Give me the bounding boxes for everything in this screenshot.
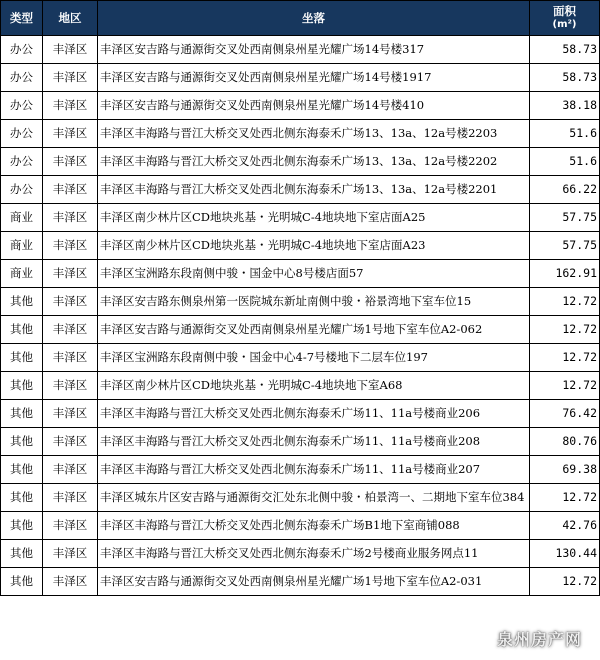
cell-location: 丰泽区宝洲路东段南侧中骏・国金中心4-7号楼地下二层车位197 <box>98 344 530 372</box>
cell-type: 其他 <box>1 288 43 316</box>
cell-location: 丰泽区丰海路与晋江大桥交叉处西北侧东海泰禾广场13、13a、12a号楼2203 <box>98 120 530 148</box>
cell-type: 其他 <box>1 456 43 484</box>
cell-area: 51.6 <box>530 148 600 176</box>
cell-area: 12.72 <box>530 316 600 344</box>
table-row <box>1 568 600 596</box>
cell-type: 商业 <box>1 204 43 232</box>
cell-location: 丰泽区南少林片区CD地块兆基・光明城C-4地块地下室店面A25 <box>98 204 530 232</box>
table-body <box>1 36 600 596</box>
table-row <box>1 148 600 176</box>
cell-area: 80.76 <box>530 428 600 456</box>
cell-location: 丰泽区南少林片区CD地块兆基・光明城C-4地块地下室店面A23 <box>98 232 530 260</box>
cell-location: 丰泽区丰海路与晋江大桥交叉处西北侧东海泰禾广场11、11a号楼商业206 <box>98 400 530 428</box>
cell-district: 丰泽区 <box>43 288 98 316</box>
cell-area: 130.44 <box>530 540 600 568</box>
cell-district: 丰泽区 <box>43 204 98 232</box>
cell-type: 其他 <box>1 428 43 456</box>
cell-district: 丰泽区 <box>43 344 98 372</box>
cell-location: 丰泽区宝洲路东段南侧中骏・国金中心8号楼店面57 <box>98 260 530 288</box>
table-row <box>1 204 600 232</box>
cell-type: 办公 <box>1 148 43 176</box>
cell-district: 丰泽区 <box>43 92 98 120</box>
cell-location: 丰泽区安吉路与通源街交叉处西南侧泉州星光耀广场1号地下室车位A2-062 <box>98 316 530 344</box>
table-row <box>1 288 600 316</box>
cell-district: 丰泽区 <box>43 120 98 148</box>
header-type: 类型 <box>1 1 43 36</box>
cell-location: 丰泽区丰海路与晋江大桥交叉处西北侧东海泰禾广场2号楼商业服务网点11 <box>98 540 530 568</box>
table-row <box>1 484 600 512</box>
watermark: 泉州房产网 <box>496 632 582 649</box>
table-row <box>1 456 600 484</box>
cell-type: 其他 <box>1 484 43 512</box>
cell-district: 丰泽区 <box>43 400 98 428</box>
cell-area: 69.38 <box>530 456 600 484</box>
cell-area: 12.72 <box>530 288 600 316</box>
cell-area: 38.18 <box>530 92 600 120</box>
cell-area: 51.6 <box>530 120 600 148</box>
table-row <box>1 316 600 344</box>
header-area-label: 面积 <box>553 4 576 18</box>
table-row <box>1 540 600 568</box>
cell-location: 丰泽区安吉路与通源街交叉处西南侧泉州星光耀广场1号地下室车位A2-031 <box>98 568 530 596</box>
cell-area: 58.73 <box>530 64 600 92</box>
cell-district: 丰泽区 <box>43 428 98 456</box>
cell-type: 其他 <box>1 540 43 568</box>
cell-area: 57.75 <box>530 232 600 260</box>
cell-location: 丰泽区安吉路与通源街交叉处西南侧泉州星光耀广场14号楼1917 <box>98 64 530 92</box>
cell-type: 办公 <box>1 176 43 204</box>
cell-district: 丰泽区 <box>43 316 98 344</box>
cell-location: 丰泽区丰海路与晋江大桥交叉处西北侧东海泰禾广场B1地下室商铺088 <box>98 512 530 540</box>
cell-location: 丰泽区安吉路东侧泉州第一医院城东新址南侧中骏・裕景湾地下室车位15 <box>98 288 530 316</box>
cell-district: 丰泽区 <box>43 64 98 92</box>
cell-district: 丰泽区 <box>43 232 98 260</box>
table-row <box>1 64 600 92</box>
table-row <box>1 92 600 120</box>
cell-area: 76.42 <box>530 400 600 428</box>
cell-type: 其他 <box>1 400 43 428</box>
cell-area: 12.72 <box>530 484 600 512</box>
header-area <box>530 1 600 36</box>
cell-location: 丰泽区城东片区安吉路与通源街交汇处东北侧中骏・柏景湾一、二期地下室车位384 <box>98 484 530 512</box>
header-location: 坐落 <box>98 1 530 36</box>
cell-district: 丰泽区 <box>43 176 98 204</box>
cell-location: 丰泽区丰海路与晋江大桥交叉处西北侧东海泰禾广场11、11a号楼商业208 <box>98 428 530 456</box>
cell-type: 办公 <box>1 36 43 64</box>
cell-district: 丰泽区 <box>43 148 98 176</box>
cell-area: 12.72 <box>530 568 600 596</box>
cell-area: 42.76 <box>530 512 600 540</box>
cell-area: 162.91 <box>530 260 600 288</box>
cell-type: 其他 <box>1 372 43 400</box>
table-row <box>1 344 600 372</box>
cell-location: 丰泽区丰海路与晋江大桥交叉处西北侧东海泰禾广场11、11a号楼商业207 <box>98 456 530 484</box>
cell-area: 12.72 <box>530 344 600 372</box>
table-row <box>1 428 600 456</box>
cell-district: 丰泽区 <box>43 372 98 400</box>
cell-type: 办公 <box>1 92 43 120</box>
table-row <box>1 176 600 204</box>
cell-district: 丰泽区 <box>43 568 98 596</box>
cell-type: 其他 <box>1 568 43 596</box>
cell-district: 丰泽区 <box>43 512 98 540</box>
table-row <box>1 232 600 260</box>
cell-location: 丰泽区安吉路与通源街交叉处西南侧泉州星光耀广场14号楼317 <box>98 36 530 64</box>
cell-district: 丰泽区 <box>43 484 98 512</box>
table-row <box>1 36 600 64</box>
cell-area: 12.72 <box>530 372 600 400</box>
cell-type: 其他 <box>1 512 43 540</box>
cell-location: 丰泽区丰海路与晋江大桥交叉处西北侧东海泰禾广场13、13a、12a号楼2202 <box>98 148 530 176</box>
cell-area: 57.75 <box>530 204 600 232</box>
cell-type: 商业 <box>1 260 43 288</box>
cell-area: 58.73 <box>530 36 600 64</box>
table-row <box>1 120 600 148</box>
cell-district: 丰泽区 <box>43 540 98 568</box>
cell-type: 其他 <box>1 316 43 344</box>
cell-type: 其他 <box>1 344 43 372</box>
table-row <box>1 372 600 400</box>
header-row <box>1 1 600 36</box>
header-area-unit: (m²) <box>552 19 577 30</box>
cell-district: 丰泽区 <box>43 456 98 484</box>
table-row <box>1 512 600 540</box>
cell-type: 办公 <box>1 64 43 92</box>
cell-district: 丰泽区 <box>43 36 98 64</box>
cell-type: 商业 <box>1 232 43 260</box>
cell-location: 丰泽区安吉路与通源街交叉处西南侧泉州星光耀广场14号楼410 <box>98 92 530 120</box>
table-header <box>1 1 600 36</box>
cell-location: 丰泽区南少林片区CD地块兆基・光明城C-4地块地下室A68 <box>98 372 530 400</box>
cell-district: 丰泽区 <box>43 260 98 288</box>
header-district: 地区 <box>43 1 98 36</box>
cell-type: 办公 <box>1 120 43 148</box>
table-row <box>1 260 600 288</box>
cell-location: 丰泽区丰海路与晋江大桥交叉处西北侧东海泰禾广场13、13a、12a号楼2201 <box>98 176 530 204</box>
cell-area: 66.22 <box>530 176 600 204</box>
table-row <box>1 400 600 428</box>
